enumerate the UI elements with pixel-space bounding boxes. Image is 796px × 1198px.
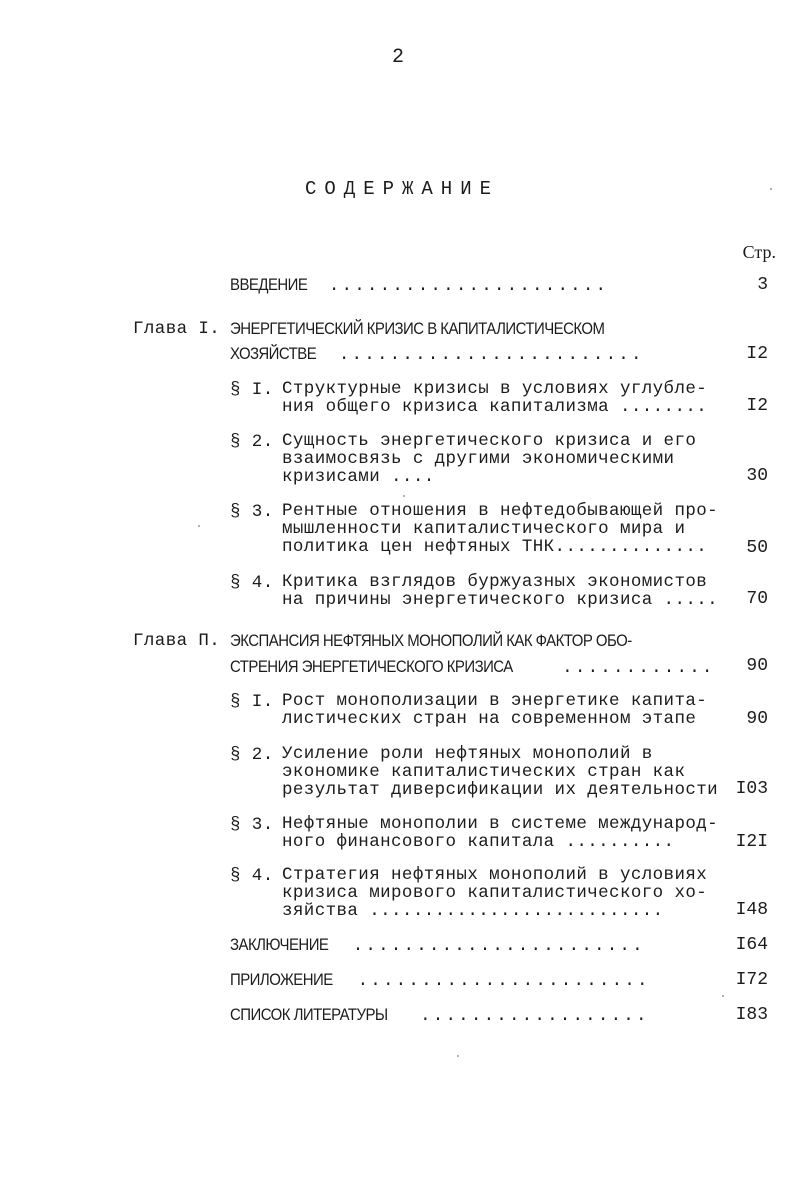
section-title-line: на причины энергетического кризиса ..... [282,590,719,610]
scan-speck [457,1055,459,1057]
toc-page-number: I2 [746,344,768,364]
toc-page-number: 30 [746,466,768,486]
section-title-line: политика цен нефтяных ТНК.............. [282,537,708,557]
toc-leader-dots: ...................... [328,276,609,296]
toc-entry-references [230,1005,649,1026]
section-title-line: Усиление роли нефтяных монополий в [282,744,653,764]
section-title-line: Нефтяные монополии в системе международ- [282,814,719,834]
toc-entry-conclusion [230,935,645,956]
chapter-title-line: ЭКСПАНСИЯ НЕФТЯНЫХ МОНОПОЛИЙ КАК ФАКТОР ОБО- [230,631,632,650]
page-column-header: Стр. [742,242,776,262]
toc-page-number: 50 [746,538,768,558]
section-title-line: кризисами .... [282,467,435,487]
toc-entry-intro [230,275,608,296]
toc-entry-label: СПИСОК ЛИТЕРАТУРЫ [230,1005,388,1024]
toc-page-number: 70 [746,589,768,609]
section-title-line: Рост монополизации в энергетике капита- [282,691,708,711]
toc-entry-label: ЗАКЛЮЧЕНИЕ [230,935,329,954]
toc-page-number: I48 [735,900,768,920]
section-title-line: зяйства ........................... [282,901,664,921]
section-number: § I. [230,692,274,712]
section-number: § 2. [230,745,274,765]
section-title-line: результат диверсификации их деятельности [282,780,719,800]
section-title-line: кризиса мирового капиталистического хо- [282,883,708,903]
toc-leader-dots: ....................... [352,936,645,956]
toc-page-number: 90 [746,709,768,729]
toc-page-number: I03 [735,779,768,799]
section-title-line: Рентные отношения в нефтедобывающей про- [282,501,719,521]
toc-leader-dots: ........................ [338,345,644,365]
section-number: § 3. [230,815,274,835]
section-title-line: взаимосвязь с другими экономическими [282,449,675,469]
toc-page-number: I2 [746,396,768,416]
chapter-label: Глава I. [133,319,221,339]
toc-page-number: I2I [735,832,768,852]
section-title-line: экономике капиталистических стран как [282,762,686,782]
section-title-line: мышленности капиталистического мира и [282,519,686,539]
toc-leader-dots: .................. [420,1006,649,1026]
toc-leader-dots: ............ [562,658,715,678]
section-number: § 4. [230,573,274,593]
section-title-line: ния общего кризиса капитализма ........ [282,397,708,417]
toc-page-number: I83 [735,1005,768,1025]
scan-speck [770,188,772,190]
toc-page-number: I64 [735,935,768,955]
section-number: § I. [230,380,274,400]
section-number: § 4. [230,866,274,886]
toc-page-number: 90 [746,656,768,676]
section-title-line: листических стран на современном этапе [282,709,697,729]
scan-speck [403,495,405,497]
scan-speck [198,525,200,527]
toc-entry-label: ВВЕДЕНИЕ [230,275,308,294]
toc-entry-label: ПРИЛОЖЕНИЕ [230,970,333,989]
chapter-title-line: СТРЕНИЯ ЭНЕРГЕТИЧЕСКОГО КРИЗИСА ............ [230,657,715,678]
section-title-line: Критика взглядов буржуазных экономистов [282,572,708,592]
section-title-line: Стратегия нефтяных монополий в условиях [282,865,708,885]
toc-page-number: 3 [757,275,768,295]
section-number: § 3. [230,502,274,522]
section-number: § 2. [230,432,274,452]
scan-speck [722,995,724,997]
toc-leader-dots: ....................... [357,971,650,991]
toc-page-number: I72 [735,970,768,990]
page-number: 2 [391,46,404,69]
section-title-line: Структурные кризисы в условиях углубле- [282,379,708,399]
chapter-label: Глава П. [133,631,221,651]
toc-entry-appendix [230,970,650,991]
section-title-line: ного финансового капитала .......... [282,832,675,852]
chapter-title-line: ЭНЕРГЕТИЧЕСКИЙ КРИЗИС В КАПИТАЛИСТИЧЕСКОМ [230,319,605,338]
page-title: СОДЕРЖАНИЕ [304,178,500,200]
section-title-line: Сущность энергетического кризиса и его [282,431,697,451]
chapter-title-line: ХОЗЯЙСТВЕ ........................ [230,344,644,365]
